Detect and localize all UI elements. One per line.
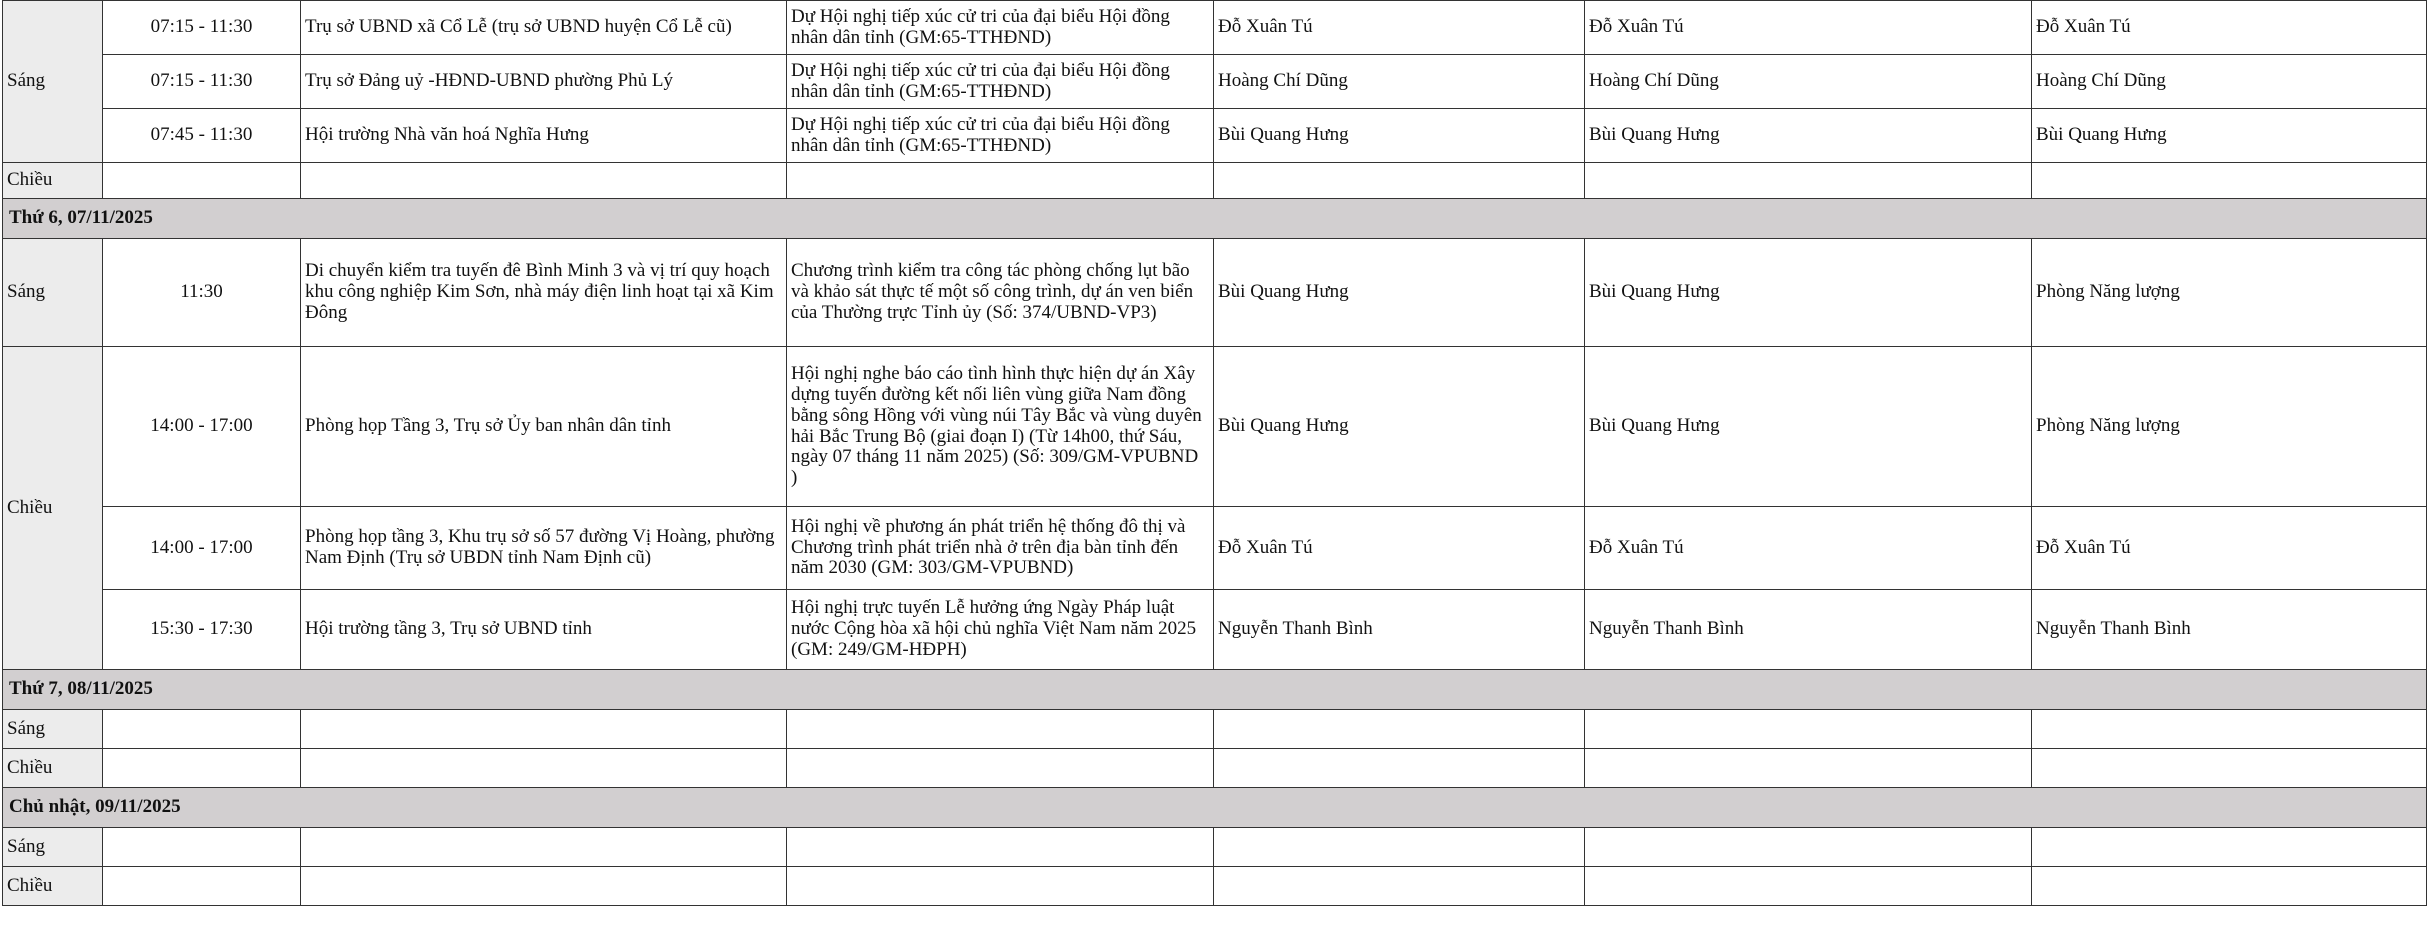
location-cell: Phòng họp tầng 3, Khu trụ sở số 57 đường Vị Hoàng, phường Nam Định (Trụ sở UBDN tỉnh Nam Định cũ) [301,507,787,590]
day-header-row [3,788,2427,828]
table-row [3,239,2427,347]
empty-cell [301,163,787,199]
empty-cell [787,828,1214,867]
empty-cell [1585,163,2032,199]
empty-cell [1214,749,1585,788]
empty-cell [2032,828,2427,867]
session-cell: Sáng [3,828,103,867]
session-cell: Chiều [3,347,103,670]
empty-cell [787,163,1214,199]
empty-cell [1214,710,1585,749]
person-cell: Đỗ Xuân Tú [1585,1,2032,55]
session-cell: Sáng [3,710,103,749]
content-cell: Hội nghị trực tuyến Lễ hưởng ứng Ngày Pháp luật nước Cộng hòa xã hội chủ nghĩa Việt Nam năm 2025 (GM: 249/GM-HĐPH) [787,590,1214,670]
empty-cell [1585,749,2032,788]
table-row [3,109,2427,163]
table-row [3,867,2427,906]
table-row [3,590,2427,670]
person-cell: Nguyễn Thanh Bình [1585,590,2032,670]
schedule-table [2,0,2427,906]
person-cell: Bùi Quang Hưng [1585,239,2032,347]
time-cell: 11:30 [103,239,301,347]
content-cell: Hội nghị về phương án phát triển hệ thống đô thị và Chương trình phát triển nhà ở trên địa bàn tỉnh đến năm 2030 (GM: 303/GM-VPUBND) [787,507,1214,590]
empty-cell [2032,710,2427,749]
empty-cell [103,710,301,749]
day-header-row [3,199,2427,239]
empty-cell [103,749,301,788]
person-cell: Phòng Năng lượng [2032,347,2427,507]
empty-cell [2032,163,2427,199]
table-row [3,163,2427,199]
empty-cell [301,710,787,749]
session-cell: Sáng [3,1,103,163]
day-header: Chủ nhật, 09/11/2025 [3,788,2427,828]
session-cell: Chiều [3,749,103,788]
location-cell: Hội trường tầng 3, Trụ sở UBND tỉnh [301,590,787,670]
person-cell: Đỗ Xuân Tú [1214,1,1585,55]
empty-cell [1214,828,1585,867]
table-row [3,347,2427,507]
table-row [3,710,2427,749]
empty-cell [301,828,787,867]
time-cell: 07:45 - 11:30 [103,109,301,163]
location-cell: Di chuyển kiểm tra tuyến đê Bình Minh 3 và vị trí quy hoạch khu công nghiệp Kim Sơn, nhà máy điện linh hoạt tại xã Kim Đông [301,239,787,347]
empty-cell [787,867,1214,906]
person-cell: Bùi Quang Hưng [1214,347,1585,507]
table-row [3,749,2427,788]
empty-cell [103,828,301,867]
empty-cell [103,867,301,906]
person-cell: Bùi Quang Hưng [1585,347,2032,507]
table-row [3,828,2427,867]
empty-cell [787,749,1214,788]
empty-cell [2032,749,2427,788]
empty-cell [103,163,301,199]
session-cell: Chiều [3,163,103,199]
person-cell: Đỗ Xuân Tú [1214,507,1585,590]
person-cell: Đỗ Xuân Tú [1585,507,2032,590]
person-cell: Bùi Quang Hưng [1585,109,2032,163]
location-cell: Trụ sở Đảng uỷ -HĐND-UBND phường Phủ Lý [301,55,787,109]
content-cell: Dự Hội nghị tiếp xúc cử tri của đại biểu Hội đồng nhân dân tỉnh (GM:65-TTHĐND) [787,1,1214,55]
empty-cell [1214,867,1585,906]
session-cell: Sáng [3,239,103,347]
time-cell: 14:00 - 17:00 [103,507,301,590]
time-cell: 15:30 - 17:30 [103,590,301,670]
table-row [3,55,2427,109]
empty-cell [301,749,787,788]
empty-cell [787,710,1214,749]
person-cell: Đỗ Xuân Tú [2032,1,2427,55]
day-header-row [3,670,2427,710]
empty-cell [2032,867,2427,906]
content-cell: Dự Hội nghị tiếp xúc cử tri của đại biểu Hội đồng nhân dân tỉnh (GM:65-TTHĐND) [787,55,1214,109]
person-cell: Bùi Quang Hưng [1214,239,1585,347]
person-cell: Bùi Quang Hưng [2032,109,2427,163]
content-cell: Chương trình kiểm tra công tác phòng chống lụt bão và khảo sát thực tế một số công trình, dự án ven biển của Thường trực Tỉnh ủy (Số: 374/UBND-VP3) [787,239,1214,347]
table-row [3,507,2427,590]
session-cell: Chiều [3,867,103,906]
person-cell: Đỗ Xuân Tú [2032,507,2427,590]
empty-cell [1585,867,2032,906]
location-cell: Phòng họp Tầng 3, Trụ sở Ủy ban nhân dân tỉnh [301,347,787,507]
time-cell: 14:00 - 17:00 [103,347,301,507]
time-cell: 07:15 - 11:30 [103,55,301,109]
person-cell: Hoàng Chí Dũng [1214,55,1585,109]
person-cell: Phòng Năng lượng [2032,239,2427,347]
day-header: Thứ 6, 07/11/2025 [3,199,2427,239]
time-cell: 07:15 - 11:30 [103,1,301,55]
empty-cell [1585,828,2032,867]
person-cell: Hoàng Chí Dũng [2032,55,2427,109]
person-cell: Bùi Quang Hưng [1214,109,1585,163]
content-cell: Hội nghị nghe báo cáo tình hình thực hiện dự án Xây dựng tuyến đường kết nối liên vùng giữa Nam đồng bằng sông Hồng với vùng núi Tây Bắc và vùng duyên hải Bắc Trung Bộ (giai đoạn I) (Từ 14h00, thứ Sáu, ngày 07 tháng 11 năm 2025) (Số: 309/GM-VPUBND ) [787,347,1214,507]
day-header: Thứ 7, 08/11/2025 [3,670,2427,710]
person-cell: Hoàng Chí Dũng [1585,55,2032,109]
person-cell: Nguyễn Thanh Bình [2032,590,2427,670]
empty-cell [1585,710,2032,749]
location-cell: Hội trường Nhà văn hoá Nghĩa Hưng [301,109,787,163]
empty-cell [301,867,787,906]
location-cell: Trụ sở UBND xã Cổ Lễ (trụ sở UBND huyện Cổ Lễ cũ) [301,1,787,55]
empty-cell [1214,163,1585,199]
table-row [3,1,2427,55]
person-cell: Nguyễn Thanh Bình [1214,590,1585,670]
content-cell: Dự Hội nghị tiếp xúc cử tri của đại biểu Hội đồng nhân dân tỉnh (GM:65-TTHĐND) [787,109,1214,163]
